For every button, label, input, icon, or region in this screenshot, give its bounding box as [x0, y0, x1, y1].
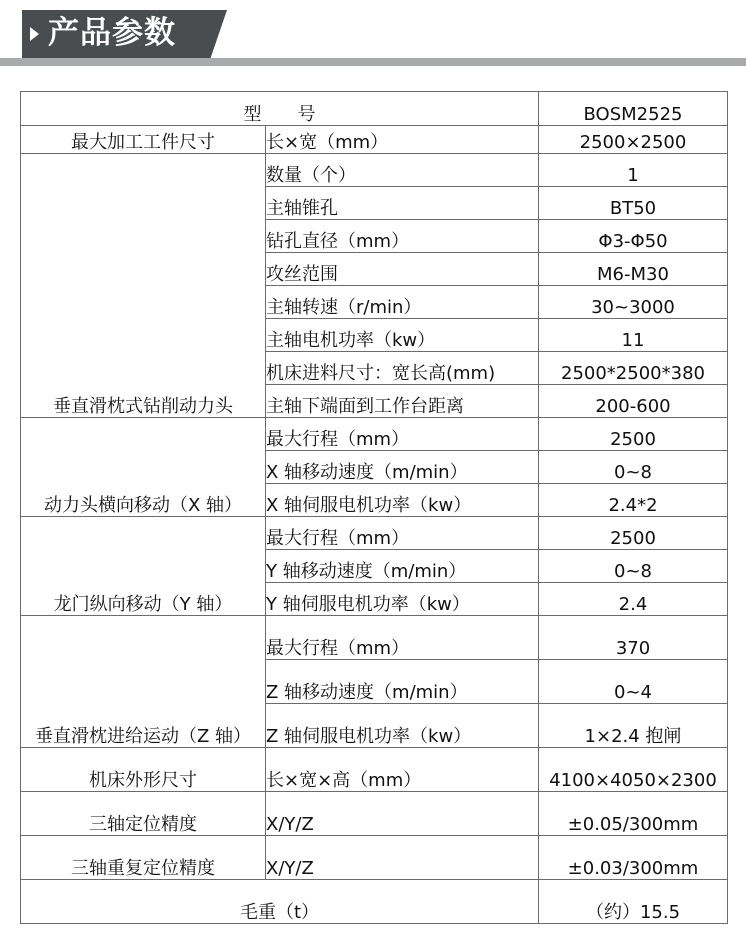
value-cell: 370 — [539, 616, 728, 660]
param-cell: X 轴移动速度（m/min） — [266, 451, 539, 484]
header-underline — [0, 58, 746, 66]
category-cell: 动力头横向移动（X 轴） — [21, 418, 266, 517]
param-cell: 最大行程（mm） — [266, 418, 539, 451]
value-cell: 1 — [539, 154, 728, 187]
table-row — [21, 616, 728, 660]
table-row — [21, 418, 728, 451]
value-cell: M6-M30 — [539, 253, 728, 286]
category-cell: 最大加工工件尺寸 — [21, 126, 266, 154]
value-cell: 2500 — [539, 517, 728, 550]
value-cell: 11 — [539, 319, 728, 352]
category-cell: 三轴重复定位精度 — [21, 836, 266, 880]
value-cell: 1×2.4 抱闸 — [539, 704, 728, 748]
weight-value-cell: （约）15.5 — [539, 880, 728, 924]
model-value-cell: BOSM2525 — [539, 92, 728, 126]
param-cell: 攻丝范围 — [266, 253, 539, 286]
value-cell: 0~4 — [539, 660, 728, 704]
param-cell: 主轴电机功率（kw） — [266, 319, 539, 352]
param-cell: 长×宽（mm） — [266, 126, 539, 154]
value-cell: 4100×4050×2300 — [539, 748, 728, 792]
spec-table — [20, 91, 728, 924]
model-label-cell: 型 号 — [21, 92, 539, 126]
param-cell: 主轴锥孔 — [266, 187, 539, 220]
table-row — [21, 880, 728, 924]
table-row — [21, 836, 728, 880]
value-cell: 2500 — [539, 418, 728, 451]
table-row — [21, 126, 728, 154]
value-cell: 2.4*2 — [539, 484, 728, 517]
param-cell: 主轴下端面到工作台距离 — [266, 385, 539, 418]
category-cell: 垂直滑枕式钻削动力头 — [21, 154, 266, 418]
table-row — [21, 154, 728, 187]
table-row — [21, 748, 728, 792]
param-cell: 最大行程（mm） — [266, 517, 539, 550]
table-row — [21, 92, 728, 126]
category-cell: 三轴定位精度 — [21, 792, 266, 836]
param-cell: Z 轴移动速度（m/min） — [266, 660, 539, 704]
param-cell: 数量（个） — [266, 154, 539, 187]
triangle-bullet-icon — [30, 27, 39, 41]
value-cell: ±0.05/300mm — [539, 792, 728, 836]
value-cell: 30~3000 — [539, 286, 728, 319]
param-cell: 最大行程（mm） — [266, 616, 539, 660]
param-cell: Y 轴伺服电机功率（kw） — [266, 583, 539, 616]
param-cell: X/Y/Z — [266, 792, 539, 836]
category-cell: 垂直滑枕进给运动（Z 轴） — [21, 616, 266, 748]
weight-label-cell: 毛重（t） — [21, 880, 539, 924]
section-header — [0, 0, 746, 68]
category-cell: 龙门纵向移动（Y 轴） — [21, 517, 266, 616]
category-cell: 机床外形尺寸 — [21, 748, 266, 792]
value-cell: 0~8 — [539, 451, 728, 484]
param-cell: Z 轴伺服电机功率（kw） — [266, 704, 539, 748]
value-cell: 2.4 — [539, 583, 728, 616]
value-cell: Φ3-Φ50 — [539, 220, 728, 253]
param-cell: 钻孔直径（mm） — [266, 220, 539, 253]
param-cell: Y 轴移动速度（m/min） — [266, 550, 539, 583]
value-cell: 200-600 — [539, 385, 728, 418]
table-row — [21, 517, 728, 550]
value-cell: 2500×2500 — [539, 126, 728, 154]
table-row — [21, 792, 728, 836]
param-cell: 主轴转速（r/min） — [266, 286, 539, 319]
param-cell: 机床进料尺寸：宽长高(mm) — [266, 352, 539, 385]
param-cell: X/Y/Z — [266, 836, 539, 880]
value-cell: 2500*2500*380 — [539, 352, 728, 385]
param-cell: X 轴伺服电机功率（kw） — [266, 484, 539, 517]
value-cell: BT50 — [539, 187, 728, 220]
value-cell: 0~8 — [539, 550, 728, 583]
value-cell: ±0.03/300mm — [539, 836, 728, 880]
section-title: 产品参数 — [48, 15, 176, 51]
param-cell: 长×宽×高（mm） — [266, 748, 539, 792]
